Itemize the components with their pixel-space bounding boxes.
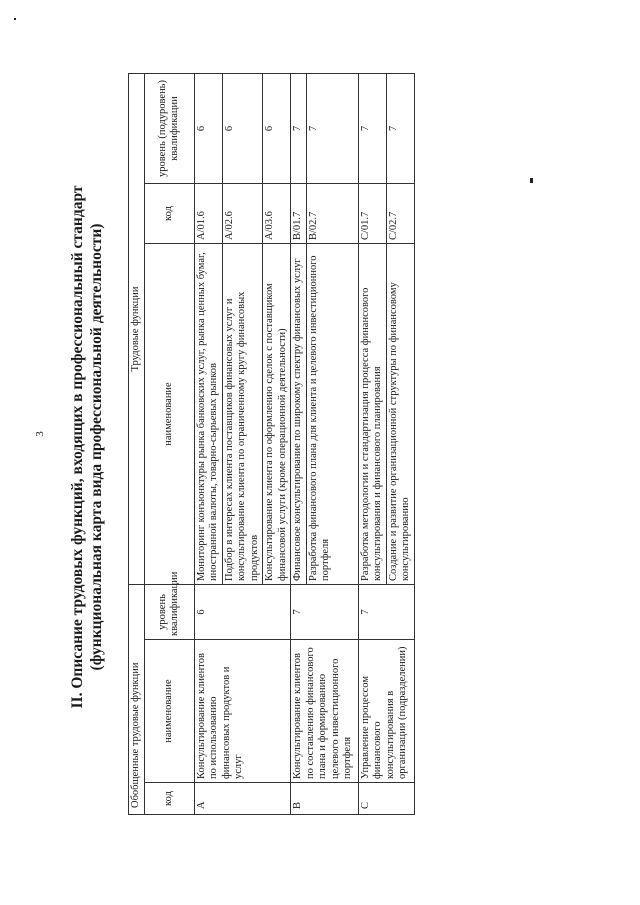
table-row	[358, 73, 386, 814]
function-code-cell: A/03.6	[263, 184, 291, 244]
table-group-header-row	[129, 73, 145, 814]
group-name-cell: Управление процессом финансового консультирования в организации (подразделении)	[358, 640, 414, 783]
function-level-cell: 7	[306, 73, 358, 183]
column-header-name: наименование	[144, 640, 194, 783]
generalized-functions-header: Обобщенные трудовые функции	[129, 585, 145, 815]
function-code-cell: A/02.6	[222, 184, 263, 244]
function-code-cell: B/02.7	[306, 184, 358, 244]
function-level-cell: 7	[291, 73, 307, 183]
function-code-cell: C/02.7	[386, 184, 414, 244]
function-name-cell: Финансовое консультирование по широкому спектру финансовых услуг	[291, 244, 307, 585]
column-header-function-code: код	[144, 184, 194, 244]
function-name-cell: Создание и развитие организационной структуры по финансовому консультированию	[386, 244, 414, 585]
function-level-cell: 6	[263, 73, 291, 183]
function-level-cell: 6	[222, 73, 263, 183]
table-column-header-row	[144, 73, 194, 814]
function-code-cell: A/01.6	[194, 184, 222, 244]
table-row	[194, 73, 222, 814]
table-row	[291, 73, 307, 814]
function-code-cell: B/01.7	[291, 184, 307, 244]
group-level-cell: 7	[291, 585, 359, 640]
function-name-cell: Мониторинг конъюнктуры рынка банковских услуг, рынка ценных бумаг, иностранной валюты, товарно-сырьевых рынков	[194, 244, 222, 585]
section-subtitle: (функциональная карта вида профессиональной деятельности)	[88, 223, 105, 671]
group-code-cell: A	[194, 783, 291, 815]
function-name-cell: Разработка финансового плана для клиента и целевого инвестиционного портфеля	[306, 244, 358, 585]
rotated-page-content	[68, 32, 568, 862]
scan-speck	[14, 18, 16, 20]
function-level-cell: 7	[386, 73, 414, 183]
group-name-cell: Консультирование клиентов по использованию финансовых продуктов и услуг	[194, 640, 291, 783]
labor-functions-header: Трудовые функции	[129, 73, 145, 584]
group-level-cell: 6	[194, 585, 291, 640]
function-code-cell: C/01.7	[358, 184, 386, 244]
column-header-function-name: наименование	[144, 244, 194, 585]
section-heading	[68, 32, 106, 862]
group-name-cell: Консультирование клиентов по составлению финансового плана и формированию целевого инвестиционного портфеля	[291, 640, 359, 783]
page-number: 3	[34, 431, 46, 437]
group-level-cell: 7	[358, 585, 414, 640]
function-name-cell: Консультирование клиента по оформлению сделок с поставщиком финансовой услуги (кроме операционной деятельности)	[263, 244, 291, 585]
section-title: II. Описание трудовых функций, входящих в профессиональный стандарт	[69, 185, 86, 709]
function-level-cell: 7	[358, 73, 386, 183]
column-header-sublevel: уровень (подуровень) квалификации	[144, 73, 194, 183]
function-name-cell: Разработка методологии и стандартизация процесса финансового консультирования и финансового планирования	[358, 244, 386, 585]
function-name-cell: Подбор в интересах клиента поставщиков финансовых услуг и консультирование клиента по ограниченному кругу финансовых продуктов	[222, 244, 263, 585]
group-code-cell: B	[291, 783, 359, 815]
group-code-cell: C	[358, 783, 414, 815]
column-header-level: уровень квалификации	[144, 585, 194, 640]
column-header-code: код	[144, 783, 194, 815]
functional-map-table	[128, 73, 415, 815]
function-level-cell: 6	[194, 73, 222, 183]
